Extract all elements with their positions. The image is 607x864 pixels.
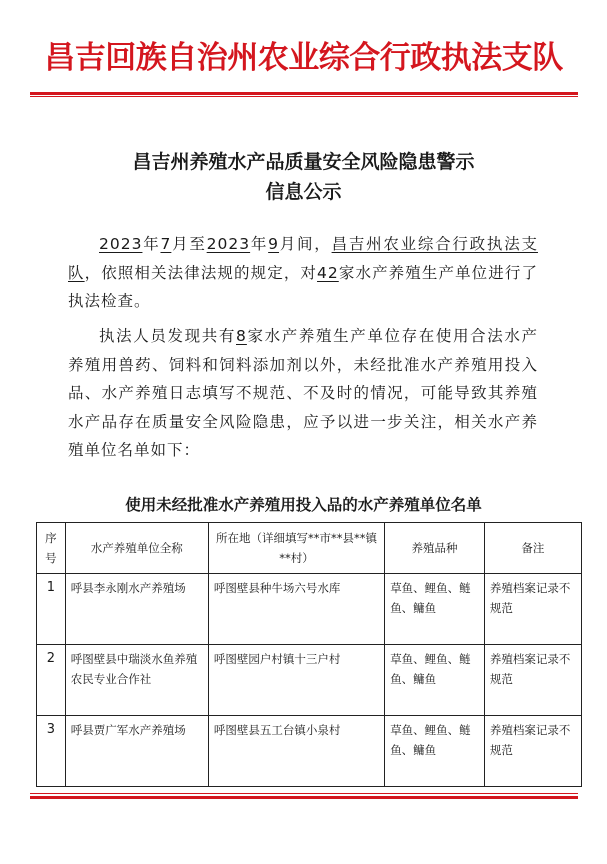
row-note: 养殖档案记录不规范 — [484, 574, 581, 645]
row-unit-name: 呼县李永刚水产养殖场 — [65, 574, 208, 645]
row-unit-name: 呼图壁县中瑞淡水鱼养殖农民专业合作社 — [65, 645, 208, 716]
header-unit-name: 水产养殖单位全称 — [65, 523, 208, 574]
row-note: 养殖档案记录不规范 — [484, 645, 581, 716]
row-location: 呼图壁县种牛场六号水库 — [208, 574, 384, 645]
text-month-to: 月至 — [171, 235, 207, 253]
header-no: 序号 — [37, 523, 66, 574]
text-per-law: ，依照相关法律法规的规定，对 — [84, 263, 318, 282]
doc-title-line1: 昌吉州养殖水产品质量安全风险隐患警示 — [132, 151, 475, 173]
text-year2: 年 — [250, 235, 269, 253]
text-found: 执法人员发现共有 — [99, 327, 236, 345]
table-row — [37, 645, 582, 716]
inspecting-org: 昌吉州农业综合行政执法支队 — [68, 235, 538, 282]
end-month: 9 — [268, 235, 280, 253]
table-header-row — [37, 523, 582, 574]
paragraph-findings — [68, 322, 538, 465]
header-species: 养殖品种 — [385, 523, 485, 574]
row-unit-name: 呼县贾广军水产养殖场 — [65, 716, 208, 787]
row-species: 草鱼、鲤鱼、鲢鱼、鳙鱼 — [385, 645, 485, 716]
row-species: 草鱼、鲤鱼、鲢鱼、鳙鱼 — [385, 716, 485, 787]
header-rule-thin — [30, 96, 578, 97]
table-row — [37, 716, 582, 787]
doc-title-line2: 信息公示 — [265, 181, 342, 203]
paragraph-inspection-summary — [68, 230, 538, 316]
row-no: 3 — [37, 716, 66, 787]
start-year: 2023 — [99, 235, 143, 253]
footer-rule-thin — [30, 793, 578, 794]
text-inspection-done: 家水产养殖生产单位进行了执法检查。 — [68, 263, 538, 310]
unit-list-table — [36, 522, 582, 787]
row-note: 养殖档案记录不规范 — [484, 716, 581, 787]
text-month-period: 月间， — [279, 235, 332, 253]
row-no: 1 — [37, 574, 66, 645]
row-no: 2 — [37, 645, 66, 716]
header-note: 备注 — [484, 523, 581, 574]
footer-rule-thick — [30, 796, 578, 799]
text-findings-detail: 家水产养殖生产单位存在使用合法水产养殖用兽药、饲料和饲料添加剂以外，未经批准水产养殖用投入品、水产养殖日志填写不规范、不及时的情况，可能导致其养殖水产品存在质量安全风险隐患，应予以进一步关注，相关水产养殖单位名单如下： — [68, 327, 538, 459]
header-rule-thick — [30, 92, 578, 95]
row-location: 呼图壁园户村镇十三户村 — [208, 645, 384, 716]
table-row — [37, 574, 582, 645]
row-location: 呼图壁县五工台镇小泉村 — [208, 716, 384, 787]
agency-header: 昌吉回族自治州农业综合行政执法支队 — [44, 40, 563, 76]
start-month: 7 — [160, 235, 172, 253]
inspected-count: 42 — [317, 263, 339, 282]
text-year: 年 — [142, 235, 161, 253]
header-location: 所在地（详细填写**市**县**镇**村） — [208, 523, 384, 574]
end-year: 2023 — [206, 235, 251, 253]
table-caption: 使用未经批准水产养殖用投入品的水产养殖单位名单 — [125, 496, 482, 514]
row-species: 草鱼、鲤鱼、鲢鱼、鳙鱼 — [385, 574, 485, 645]
violation-count: 8 — [236, 327, 247, 345]
